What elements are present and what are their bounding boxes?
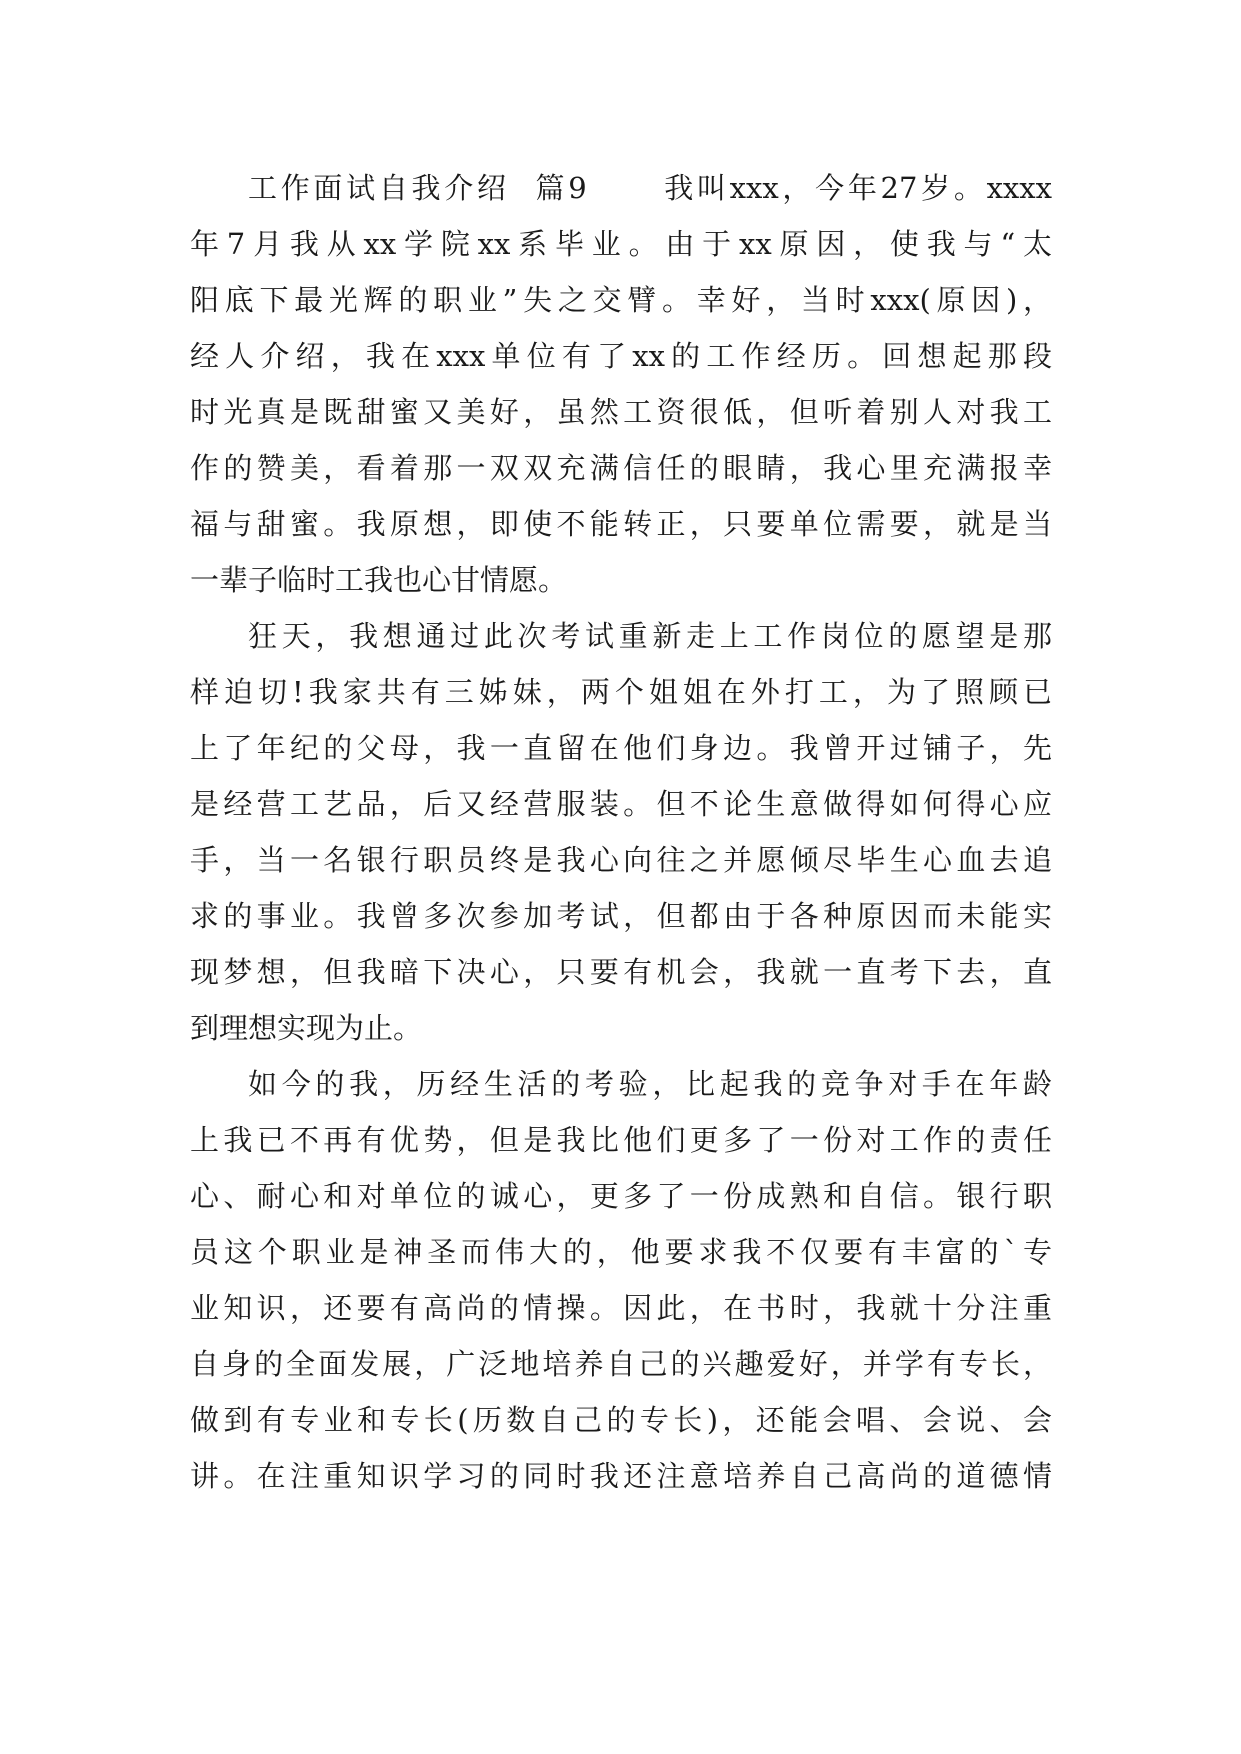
text-line: 做到有专业和专长(历数自己的专长)，还能会唱、会说、会 <box>190 1403 1052 1437</box>
text-line: 讲。在注重知识学习的同时我还注意培养自己高尚的道德情 <box>190 1459 1052 1493</box>
text-line: 员这个职业是神圣而伟大的，他要求我不仅要有丰富的`专 <box>190 1235 1052 1269</box>
text-line: 一辈子临时工我也心甘情愿。 <box>190 563 568 597</box>
text-line: 阳底下最光辉的职业”失之交臂。幸好，当时xxx(原因)， <box>190 283 1052 317</box>
text-line: 业知识，还要有高尚的情操。因此，在书时，我就十分注重 <box>190 1291 1052 1325</box>
text-line: 时光真是既甜蜜又美好，虽然工资很低，但听着别人对我工 <box>190 395 1052 429</box>
text-line: 狂天，我想通过此次考试重新走上工作岗位的愿望是那 <box>248 619 1052 653</box>
text-line: 心、耐心和对单位的诚心，更多了一份成熟和自信。银行职 <box>190 1179 1052 1213</box>
text-line: 工作面试自我介绍 篇9 我叫xxx，今年27岁。xxxx <box>248 171 1052 205</box>
text-line: 年7月我从xx学院xx系毕业。由于xx原因，使我与“太 <box>190 227 1052 261</box>
text-line: 到理想实现为止。 <box>190 1011 423 1045</box>
text-line: 样迫切!我家共有三姊妹，两个姐姐在外打工，为了照顾已 <box>190 675 1052 709</box>
text-line: 作的赞美，看着那一双双充满信任的眼睛，我心里充满报幸 <box>190 451 1052 485</box>
text-line: 现梦想，但我暗下决心，只要有机会，我就一直考下去，直 <box>190 955 1052 989</box>
text-line: 求的事业。我曾多次参加考试，但都由于各种原因而未能实 <box>190 899 1052 933</box>
text-line: 福与甜蜜。我原想，即使不能转正，只要单位需要，就是当 <box>190 507 1052 541</box>
text-line: 手，当一名银行职员终是我心向往之并愿倾尽毕生心血去追 <box>190 843 1052 877</box>
text-line: 上我已不再有优势，但是我比他们更多了一份对工作的责任 <box>190 1123 1052 1157</box>
text-line: 是经营工艺品，后又经营服装。但不论生意做得如何得心应 <box>190 787 1052 821</box>
text-line: 自身的全面发展，广泛地培养自己的兴趣爱好，并学有专长， <box>190 1347 1052 1381</box>
text-line: 上了年纪的父母，我一直留在他们身边。我曾开过铺子，先 <box>190 731 1052 765</box>
body-text <box>190 160 1052 1504</box>
text-line: 如今的我，历经生活的考验，比起我的竞争对手在年龄 <box>248 1067 1052 1101</box>
text-line: 经人介绍，我在xxx单位有了xx的工作经历。回想起那段 <box>190 339 1052 373</box>
